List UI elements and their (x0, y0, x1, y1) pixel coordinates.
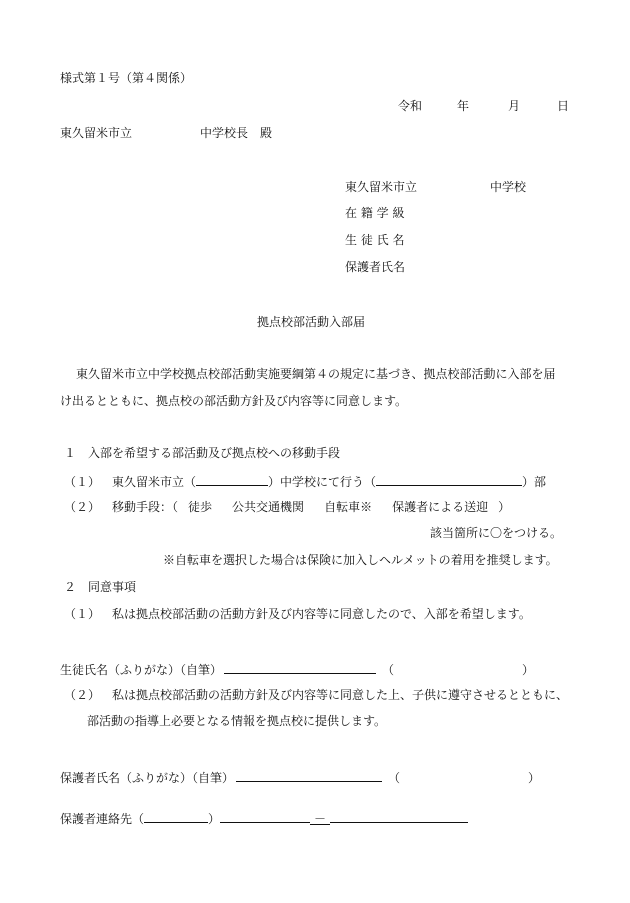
guardian-signature-line (60, 769, 540, 785)
applicant-school-prefix: 東久留米市立 (345, 180, 418, 194)
transport-label: 移動手段：（ (112, 500, 179, 514)
guardian-signature-field[interactable] (236, 769, 382, 782)
guardian-contact-line (60, 810, 468, 826)
contact-dash: － (310, 812, 330, 825)
intro-line-1: 東久留米市立中学校拠点校部活動実施要綱第４の規定に基づき、拠点校部活動に入部を届 (76, 367, 556, 381)
date-day: 日 (557, 99, 570, 113)
applicant-student-label: 生 徒 氏 名 (345, 233, 405, 247)
bicycle-note: ※自転車を選択した場合は保険に加入しヘルメットの着用を推奨します。 (163, 553, 558, 567)
student-signature-field[interactable] (224, 661, 376, 674)
intro-line-2: け出るとともに、拠点校の部活動方針及び内容等に同意します。 (60, 394, 408, 408)
contact-area-code-field[interactable] (144, 810, 208, 823)
student-furigana-close: ） (522, 663, 535, 677)
consent-item-2-text-1: 私は拠点校部活動の活動方針及び内容等に同意した上、子供に遵守させるとともに、 (112, 688, 569, 702)
guardian-furigana-open: （ (388, 771, 401, 785)
consent-item-2-number: （２） (64, 688, 101, 702)
contact-open: （ (132, 812, 145, 826)
consent-item-1-number: （１） (64, 607, 101, 621)
page-title: 拠点校部活動入部届 (257, 315, 366, 329)
transport-option-bicycle[interactable]: 自転車※ (324, 500, 373, 514)
guardian-furigana-close: ） (528, 771, 541, 785)
club-suffix: ）部 (522, 475, 547, 489)
transport-line (64, 500, 510, 514)
section-1-heading: １ 入部を希望する部活動及び拠点校への移動手段 (64, 446, 341, 460)
student-furigana-open: （ (382, 663, 395, 677)
date-month: 月 (508, 99, 521, 113)
transport-item-number: （２） (64, 500, 101, 514)
applicant-guardian-label: 保護者氏名 (345, 260, 406, 274)
transport-option-public[interactable]: 公共交通機関 (232, 500, 305, 514)
form-number: 様式第１号（第４関係） (60, 71, 193, 85)
contact-number-field[interactable] (330, 810, 468, 823)
date-era: 令和 (398, 99, 423, 113)
addressee-principal: 中学校長 殿 (200, 126, 273, 140)
club-name-blank[interactable] (376, 473, 522, 486)
contact-exchange-field[interactable] (220, 810, 310, 823)
consent-item-1-text: 私は拠点校部活動の活動方針及び内容等に同意したので、入部を希望します。 (112, 607, 531, 621)
consent-item-2 (64, 688, 568, 702)
mark-note: 該当箇所に〇をつける。 (430, 526, 563, 540)
contact-label: 保護者連絡先 (60, 812, 133, 826)
guardian-signature-label: 保護者氏名（ふりがな）（自筆） (60, 771, 235, 785)
transport-option-walk[interactable]: 徒歩 (188, 500, 213, 514)
club-prefix: 東久留米市立（ (112, 475, 197, 489)
base-school-blank[interactable] (196, 473, 268, 486)
applicant-school-suffix: 中学校 (490, 180, 527, 194)
transport-close: ） (498, 500, 511, 514)
consent-item-2-text-2: 部活動の指導上必要となる情報を拠点校に提供します。 (87, 714, 387, 728)
date-year: 年 (457, 99, 470, 113)
student-signature-line (60, 661, 534, 677)
section-2-heading: ２ 同意事項 (64, 580, 137, 594)
club-item-number: （１） (64, 475, 101, 489)
transport-option-guardian[interactable]: 保護者による送迎 (392, 500, 489, 514)
club-middle: ）中学校にて行う（ (268, 475, 377, 489)
applicant-class-label: 在 籍 学 級 (345, 206, 405, 220)
addressee-city-school: 東久留米市立 (60, 126, 133, 140)
club-request-line (64, 473, 546, 489)
contact-close: ） (208, 812, 221, 826)
student-signature-label: 生徒氏名（ふりがな）（自筆） (60, 663, 223, 677)
consent-item-1 (64, 607, 531, 621)
